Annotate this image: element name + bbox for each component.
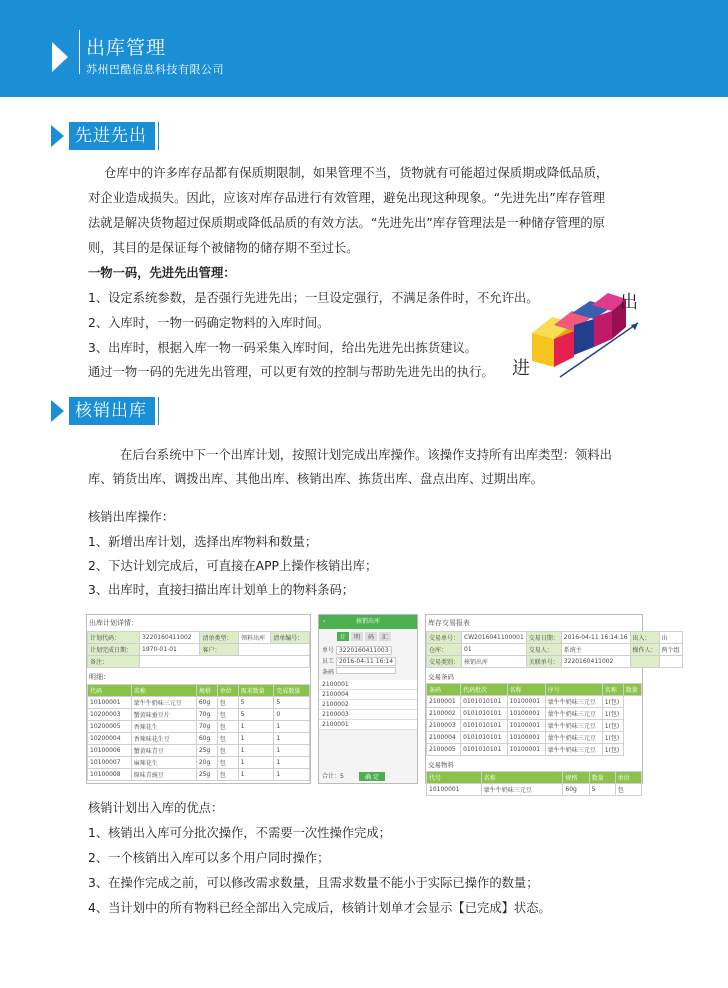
table-cell: 0101010101	[461, 744, 507, 756]
paragraph-line: 对企业造成损失。因此，应该对库存品进行有效管理，避免出现这种现象。“先进先出”库存管理	[88, 191, 605, 205]
table-row	[88, 745, 310, 757]
table-cell: 25g	[196, 745, 217, 757]
table-cell: 25g	[196, 769, 217, 781]
column-header: 名称	[507, 684, 545, 696]
staff-input[interactable]: 2016-04-11 16:14	[336, 657, 396, 666]
mobile-app-screenshot	[318, 614, 418, 784]
table-header-row	[88, 685, 310, 697]
table-cell: 10100008	[88, 769, 132, 781]
barcode-list	[319, 680, 417, 730]
table-row	[88, 697, 310, 709]
table-cell: 原味青豌豆	[131, 769, 196, 781]
column-header: 名称	[602, 684, 623, 696]
transaction-report-screenshot	[425, 614, 680, 794]
table-cell: 1(包)	[602, 732, 623, 744]
table-cell: 包	[217, 697, 238, 709]
table-cell: 70g	[196, 709, 217, 721]
table-cell: 2100003	[427, 720, 461, 732]
app-field-row	[319, 644, 417, 655]
field-label: 出入：	[630, 632, 659, 644]
paragraph-line: 法就是解决货物超过保质期或降低品质的有效方法。“先进先出”库存管理法是一种储存管理的原	[88, 216, 605, 230]
table-cell: 10100001	[427, 784, 482, 796]
table-cell: 1	[238, 745, 274, 757]
table-row	[88, 769, 310, 781]
table-cell: 5	[238, 697, 274, 709]
table-cell: 包	[217, 769, 238, 781]
table-row	[427, 720, 642, 732]
field-value: 系统主	[561, 644, 630, 656]
table-cell: 1	[274, 757, 310, 769]
field-label: 交易人：	[526, 644, 561, 656]
shot-title: 库存交易报表	[428, 619, 470, 627]
section-title: 核销出库	[69, 397, 155, 425]
barcode-table	[426, 683, 642, 756]
list-item: 1、核销出入库可分批次操作，不需要一次性操作完成；	[88, 826, 391, 840]
table-cell: 2100004	[427, 732, 461, 744]
table-cell: 60g	[196, 697, 217, 709]
list-item: 3、出库时，根据入库一物一码采集入库时间，给出先进先出拣货建议。	[88, 341, 478, 355]
table-cell: 5	[238, 709, 274, 721]
column-header: 数量	[623, 684, 641, 696]
tab-plan[interactable]: 计	[337, 632, 349, 641]
app-field-row	[319, 655, 417, 666]
table-cell: 0101010101	[461, 696, 507, 708]
table-cell: 香辣味花生豆	[131, 733, 196, 745]
table-cell: 5	[274, 697, 310, 709]
chevron-right-icon	[51, 125, 64, 147]
table-cell: 0101010101	[461, 708, 507, 720]
table-cell: 蟹黄味青豆	[131, 745, 196, 757]
list-item: 1、新增出库计划，选择出库物料和数量；	[88, 535, 318, 549]
field-value: 核销出库	[462, 656, 527, 668]
app-field-row	[319, 666, 417, 677]
page-header	[0, 0, 728, 97]
field-label: 操作人：	[630, 644, 659, 656]
field-row	[427, 644, 683, 656]
column-header: 代码批次	[461, 684, 507, 696]
barcode-input[interactable]	[336, 667, 396, 674]
shot-title: 出库计划详情：	[89, 619, 138, 627]
section-heading-fifo	[51, 122, 171, 150]
column-header: 需求数量	[238, 685, 274, 697]
table-row	[427, 732, 642, 744]
detail-label: 明细：	[89, 673, 110, 681]
paragraph-line: 库、销货出库、调拨出库、其他出库、核销出库、拣货出库、盘点出库、过期出库。	[88, 472, 543, 486]
table-row	[427, 708, 642, 720]
field-label: 单号	[322, 647, 335, 654]
table-cell: 10100001	[507, 744, 545, 756]
table-cell: 60g	[563, 784, 589, 796]
column-header: 规格	[196, 685, 217, 697]
table-cell: 2100005	[427, 744, 461, 756]
table-row	[427, 784, 642, 796]
column-header: 名称	[131, 685, 196, 697]
total-count: 合计：5	[322, 773, 344, 780]
list-item: 3、出库时，直接扫描出库计划单上的物料条码；	[88, 583, 355, 597]
table-cell: 包	[217, 757, 238, 769]
table-cell: 包	[217, 733, 238, 745]
table-cell: 0101010101	[461, 732, 507, 744]
field-row	[427, 632, 683, 644]
field-value: 领料出库	[239, 632, 271, 644]
table-cell: 0101010101	[461, 720, 507, 732]
order-input[interactable]: 3220160411003	[336, 646, 392, 655]
table-cell: 蒙牛牛奶味三元豆	[545, 744, 602, 756]
list-item: 3、在操作完成之前，可以修改需求数量，且需求数量不能小于实际已操作的数量；	[88, 876, 539, 890]
table-row	[88, 757, 310, 769]
table-cell: 10200005	[88, 721, 132, 733]
table-cell: 蒙牛牛奶味三元豆	[131, 697, 196, 709]
table-cell: 蒙牛牛奶味三元豆	[545, 708, 602, 720]
table-cell: 10100001	[507, 696, 545, 708]
field-label: 关联单号：	[526, 656, 561, 668]
plan-detail-screenshot	[86, 614, 311, 784]
table-cell: 70g	[196, 721, 217, 733]
chevron-right-icon	[52, 42, 68, 72]
back-icon[interactable]: ‹	[323, 618, 326, 625]
paragraph-line: 仓库中的许多库存品都有保质期限制，如果管理不当，货物就有可能超过保质期或降低品质，	[104, 166, 609, 180]
subheading: 一物一码，先进先出管理：	[88, 266, 236, 280]
field-label: 交易单号：	[427, 632, 462, 644]
subheading: 核销计划出入库的优点：	[88, 801, 224, 815]
field-label: 计划代码：	[88, 632, 140, 644]
column-header: 代码	[88, 685, 132, 697]
table-row	[88, 709, 310, 721]
tab-code[interactable]: 码	[365, 632, 377, 641]
field-value	[659, 656, 682, 668]
table-row	[88, 721, 310, 733]
table-cell: 1	[238, 769, 274, 781]
table-cell: 10100007	[88, 757, 132, 769]
confirm-button[interactable]: 确 定	[359, 772, 385, 781]
paragraph-line: 则，其目的是保证每个被储物的储存期不至过长。	[88, 241, 359, 255]
table-cell: 10100006	[88, 745, 132, 757]
field-label: 客户：	[200, 644, 239, 656]
table-cell: 包	[615, 784, 641, 796]
report-fields-table	[426, 631, 683, 668]
table-cell: 麻辣花生	[131, 757, 196, 769]
field-row	[427, 656, 683, 668]
field-value: 1970-01-01	[140, 644, 200, 656]
field-label: 交易类别：	[427, 656, 462, 668]
list-item: 4、当计划中的所有物料已经全部出入完成后，核销计划单才会显示【已完成】状态。	[88, 901, 551, 915]
list-item: 2、入库时，一物一码确定物料的入库时间。	[88, 316, 330, 330]
field-label: 员工	[322, 658, 335, 665]
table-cell: 1	[238, 721, 274, 733]
section-heading-writeoff	[51, 397, 171, 425]
list-item: 2、一个核销出入库可以多个用户同时操作；	[88, 851, 330, 865]
table-cell: 10200004	[88, 733, 132, 745]
column-header: 单位	[217, 685, 238, 697]
table-cell: 10100001	[507, 720, 545, 732]
table-cell: 1	[274, 745, 310, 757]
list-item[interactable]: 2100003	[319, 710, 417, 720]
field-value: 01	[462, 644, 527, 656]
table-cell: 10100001	[88, 697, 132, 709]
barcode-heading: 交易条码	[428, 673, 454, 681]
table-cell: 0	[274, 709, 310, 721]
column-header: 条码	[427, 684, 461, 696]
table-cell: 1	[274, 769, 310, 781]
list-item[interactable]: 2100002	[319, 700, 417, 710]
tab-summary[interactable]: 汇	[379, 632, 391, 641]
table-cell: 香辣花生	[131, 721, 196, 733]
field-value: CW2016041100001	[462, 632, 527, 644]
field-label: 备注：	[88, 656, 140, 668]
tab-detail[interactable]: 明	[351, 632, 363, 641]
table-cell: 1	[238, 733, 274, 745]
material-table	[426, 771, 642, 796]
divider	[79, 30, 80, 74]
column-header: 代号	[427, 772, 482, 784]
table-cell: 蟹黄味蚕豆片	[131, 709, 196, 721]
table-cell: 蒙牛牛奶味三元豆	[545, 720, 602, 732]
table-cell: 蒙牛牛奶味三元豆	[545, 696, 602, 708]
column-header: 名称	[481, 772, 563, 784]
table-cell: 60g	[196, 733, 217, 745]
table-header-row	[427, 684, 642, 696]
plan-fields-table	[87, 631, 310, 668]
table-cell: 20g	[196, 757, 217, 769]
table-cell: 包	[217, 745, 238, 757]
page-title: 出库管理	[86, 37, 167, 59]
field-value	[239, 644, 310, 656]
table-cell: 2100001	[427, 696, 461, 708]
field-label: 计划完成日期：	[88, 644, 140, 656]
field-label: 清单编号：	[271, 632, 310, 644]
table-row	[427, 696, 642, 708]
field-label	[630, 656, 659, 668]
table-cell: 1(包)	[602, 708, 623, 720]
column-header: 序号	[545, 684, 602, 696]
table-row	[427, 744, 642, 756]
table-cell: 1	[274, 733, 310, 745]
column-header: 规格	[563, 772, 589, 784]
table-cell: 10200003	[88, 709, 132, 721]
table-row	[88, 733, 310, 745]
table-cell: 2100002	[427, 708, 461, 720]
in-label: 进	[512, 358, 530, 379]
table-cell: 10100001	[507, 708, 545, 720]
list-item: 通过一物一码的先进先出管理，可以更有效的控制与帮助先进先出的执行。	[88, 365, 494, 379]
column-header: 完成数量	[274, 685, 310, 697]
table-cell: 5	[589, 784, 615, 796]
section-title: 先进先出	[69, 122, 155, 150]
company-name: 苏州巴酷信息科技有限公司	[86, 63, 224, 76]
column-header: 数量	[589, 772, 615, 784]
table-header-row	[427, 772, 642, 784]
field-label: 仓库：	[427, 644, 462, 656]
table-cell: 包	[217, 721, 238, 733]
table-cell: 1(包)	[602, 744, 623, 756]
subheading: 核销出库操作：	[88, 510, 175, 524]
list-item: 2、下达计划完成后，可直接在APP上操作核销出库；	[88, 559, 378, 573]
table-cell: 蒙牛牛奶味三元豆	[545, 732, 602, 744]
chevron-right-icon	[51, 400, 64, 422]
material-heading: 交易物料	[428, 761, 454, 769]
field-label: 交易日期：	[526, 632, 561, 644]
app-title-bar	[319, 615, 417, 629]
table-cell: 1(包)	[602, 696, 623, 708]
column-header: 单位	[615, 772, 641, 784]
out-label: 出	[620, 292, 638, 313]
field-value: 3220160411002	[140, 632, 200, 644]
table-cell: 蒙牛牛奶味三元豆	[481, 784, 563, 796]
table-cell: 1	[274, 721, 310, 733]
list-item: 1、设定系统参数，是否强行先进先出；一旦设定强行，不满足条件时，不允许出。	[88, 291, 539, 305]
field-value: 3220160411002	[561, 656, 630, 668]
list-item[interactable]: 2100004	[319, 690, 417, 700]
field-value: 出	[659, 632, 682, 644]
table-cell: 1(包)	[602, 720, 623, 732]
field-value: 两个组	[659, 644, 682, 656]
list-item[interactable]: 2100001	[319, 680, 417, 690]
list-item[interactable]: 2100001	[319, 720, 417, 730]
table-cell: 10100001	[507, 732, 545, 744]
app-tabs	[319, 629, 417, 644]
plan-items-table	[87, 684, 310, 781]
table-cell: 包	[217, 709, 238, 721]
paragraph-line: 在后台系统中下一个出库计划，按照计划完成出库操作。该操作支持所有出库类型：领料出	[120, 448, 612, 462]
field-value	[140, 656, 310, 668]
field-value: 2016-04-11 16:14:16	[561, 632, 630, 644]
field-label: 清单类型：	[200, 632, 239, 644]
field-label: 条码	[322, 669, 335, 676]
table-cell: 1	[238, 757, 274, 769]
app-title: 核销出库	[355, 618, 380, 625]
